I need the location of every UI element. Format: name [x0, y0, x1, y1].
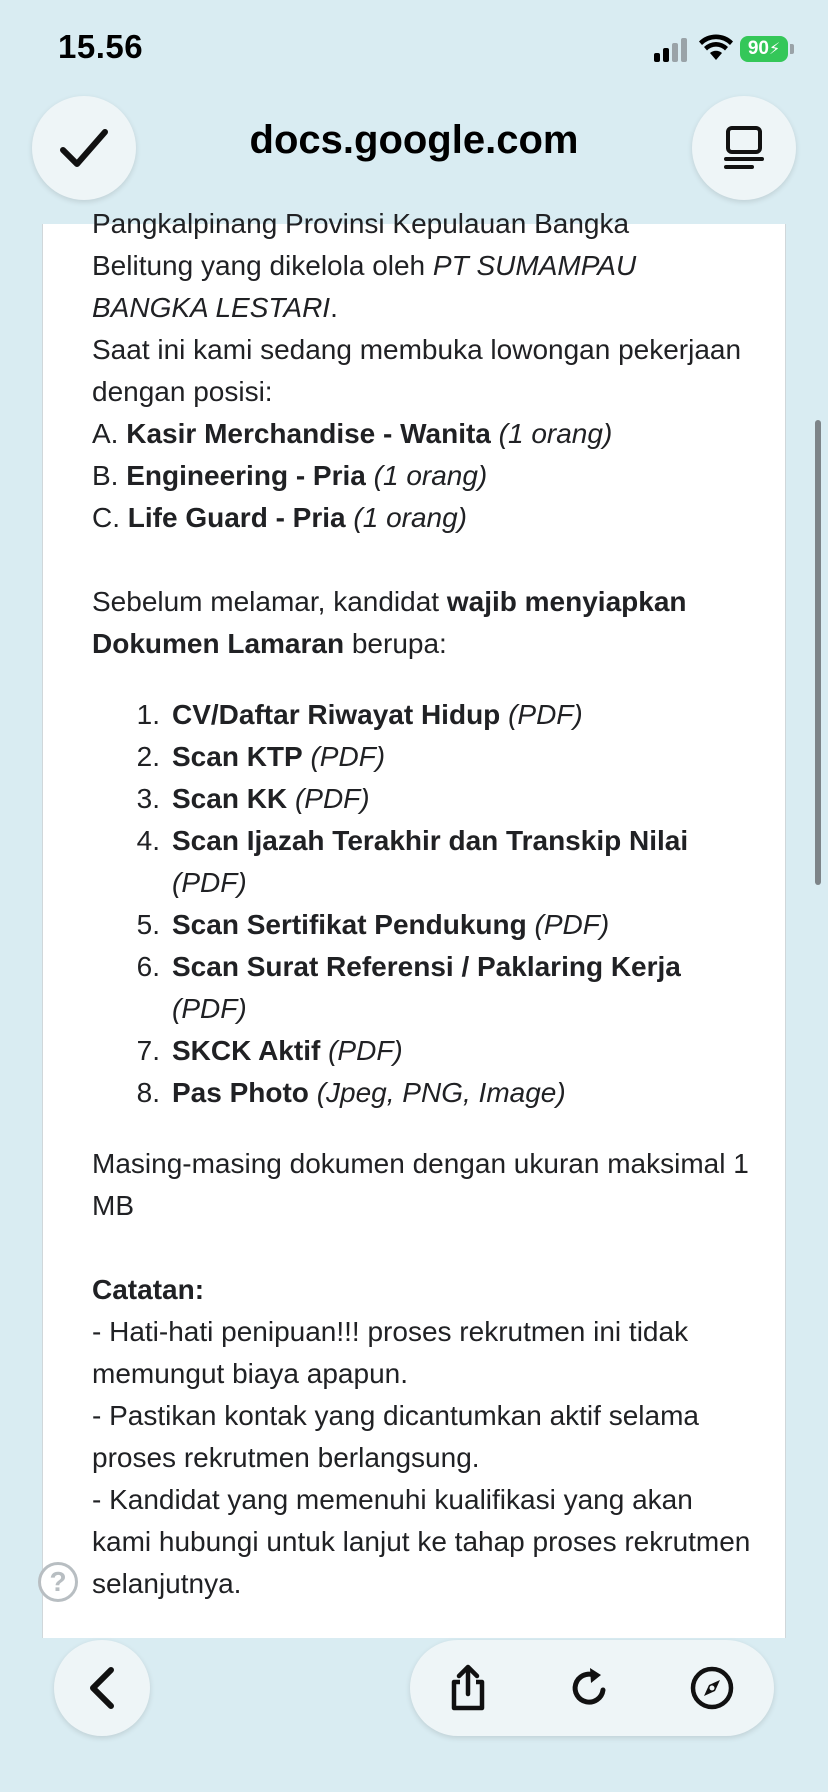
back-chevron-icon: [87, 1666, 117, 1710]
list-item: [92, 904, 752, 946]
battery-level: 90: [747, 38, 769, 59]
scrollbar[interactable]: [815, 420, 821, 885]
prereq-bold: wajib menyiapkan Dokumen Lamaran: [92, 586, 687, 659]
document-name: Pas Photo: [172, 1077, 309, 1108]
document-format: (PDF): [172, 993, 247, 1024]
reload-icon: [568, 1666, 612, 1710]
document-name: Scan Ijazah Terakhir dan Transkip Nilai: [172, 825, 689, 856]
list-item: [92, 694, 752, 736]
positions-list: [92, 413, 752, 539]
cellular-signal-icon: [654, 38, 690, 62]
share-icon: [447, 1664, 489, 1712]
opening-text: Saat ini kami sedang membuka lowongan pekerjaan dengan posisi:: [92, 334, 742, 407]
note-item: - Kandidat yang memenuhi kualifikasi yang akan kami hubungi untuk lanjut ke tahap proses rekrutmen selanjutnya.: [92, 1484, 751, 1599]
document-name: Scan KK: [172, 783, 288, 814]
position-count: (1 orang): [373, 460, 488, 491]
note-item: - Pastikan kontak yang dicantumkan aktif selama proses rekrutmen berlangsung.: [92, 1400, 699, 1473]
note-item: - Hati-hati penipuan!!! proses rekrutmen ini tidak memungut biaya apapun.: [92, 1316, 689, 1389]
help-icon[interactable]: ?: [38, 1562, 78, 1602]
page-url-title[interactable]: docs.google.com: [249, 118, 579, 162]
position-letter: A.: [92, 418, 119, 449]
document-format: (PDF): [534, 909, 610, 940]
action-toolbar: [410, 1640, 774, 1736]
prerequisite-text: [92, 581, 752, 665]
position-letter: C.: [92, 502, 120, 533]
document-page[interactable]: [42, 208, 786, 1638]
size-note: Masing-masing dokumen dengan ukuran maksimal 1 MB: [92, 1148, 749, 1221]
document-name: Scan Sertifikat Pendukung: [172, 909, 527, 940]
list-number: 1.: [136, 699, 160, 730]
charging-bolt-icon: ⚡: [768, 41, 781, 58]
position-title: Kasir Merchandise - Wanita: [126, 418, 491, 449]
list-item: [92, 1030, 752, 1072]
checkmark-icon: [59, 126, 109, 170]
battery-indicator: [740, 36, 788, 62]
list-number: 3.: [136, 783, 160, 814]
list-number: 4.: [136, 825, 160, 856]
list-number: 2.: [136, 741, 160, 772]
notes-heading: [92, 1269, 752, 1311]
document-name: Scan Surat Referensi / Paklaring Kerja: [172, 951, 681, 982]
company-name-part-1: PT SUMAMPAU: [432, 250, 637, 281]
document-format: (PDF): [294, 783, 370, 814]
done-button[interactable]: [32, 96, 136, 200]
compass-button[interactable]: [688, 1664, 736, 1712]
status-time: 15.56: [58, 28, 144, 65]
position-item: [92, 455, 752, 497]
list-number: 6.: [136, 951, 160, 982]
document-format: (PDF): [328, 1035, 403, 1066]
position-letter: B.: [92, 460, 119, 491]
document-name: Scan KTP: [172, 741, 303, 772]
prereq-prefix: Sebelum melamar, kandidat: [92, 586, 447, 617]
position-item: [92, 413, 752, 455]
document-content: [92, 203, 752, 1605]
notes-heading-text: Catatan:: [92, 1274, 205, 1305]
position-item: [92, 497, 752, 539]
list-item: [92, 1072, 752, 1114]
list-number: 7.: [136, 1035, 160, 1066]
reader-mode-button[interactable]: [692, 96, 796, 200]
share-button[interactable]: [444, 1664, 492, 1712]
intro-period: .: [330, 292, 338, 323]
position-count: (1 orang): [353, 502, 468, 533]
position-title: Life Guard - Pria: [127, 502, 346, 533]
document-format: (PDF): [310, 741, 386, 772]
company-name-part-2: BANGKA LESTARI: [92, 292, 331, 323]
intro-paragraph: [92, 203, 752, 329]
list-number: 5.: [136, 909, 160, 940]
list-item: [92, 778, 752, 820]
document-format: (PDF): [172, 867, 247, 898]
position-title: Engineering - Pria: [126, 460, 366, 491]
document-format: (PDF): [508, 699, 583, 730]
position-count: (1 orang): [498, 418, 613, 449]
compass-icon: [689, 1665, 735, 1711]
back-button[interactable]: [54, 1640, 150, 1736]
wifi-icon: [698, 34, 734, 62]
document-name: SKCK Aktif: [172, 1035, 321, 1066]
document-name: CV/Daftar Riwayat Hidup: [172, 699, 501, 730]
reader-mode-icon: [722, 125, 766, 171]
status-bar: [0, 0, 828, 96]
list-item: [92, 736, 752, 778]
prereq-suffix: berupa:: [344, 628, 447, 659]
list-item: [92, 946, 752, 1030]
intro-line-2: Belitung yang dikelola oleh: [92, 250, 433, 281]
reload-button[interactable]: [566, 1664, 614, 1712]
document-format: (Jpeg, PNG, Image): [316, 1077, 566, 1108]
list-item: [92, 820, 752, 904]
documents-list: [92, 694, 752, 1114]
list-number: 8.: [136, 1077, 160, 1108]
battery-tip: [790, 44, 794, 54]
intro-line-1: Pangkalpinang Provinsi Kepulauan Bangka: [92, 208, 630, 239]
